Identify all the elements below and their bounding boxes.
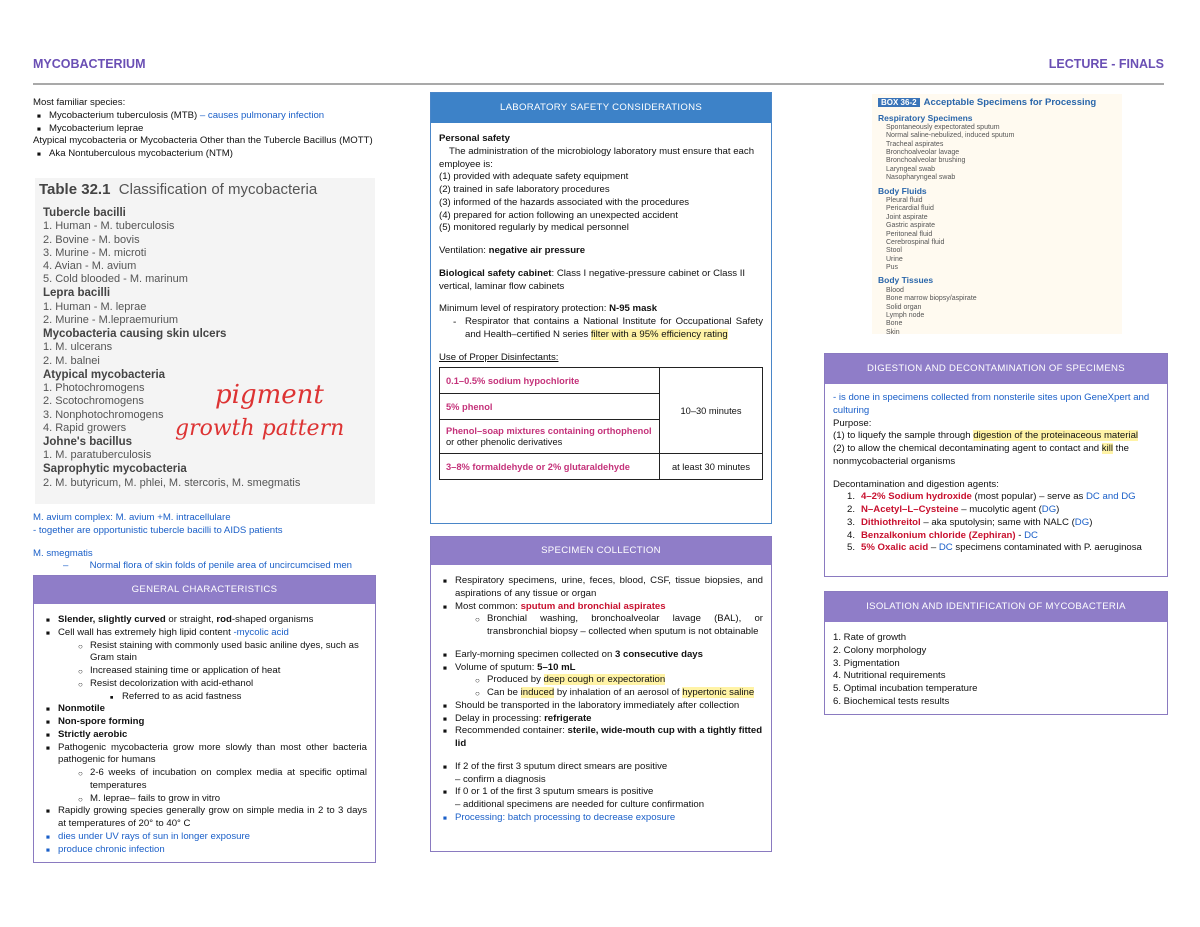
lab-safety-box <box>430 92 772 524</box>
figure-item: Nasopharyngeal swab <box>886 174 956 182</box>
list-item: 6. Biochemical tests results <box>833 695 950 707</box>
list-item: ■ Cell wall has extremely high lipid content -mycolic acid ○ Resist staining with commonly used basic aniline dyes, such as Gram stain ○ Increased staining time or application of heat ○ Resist decolorization with acid-ethanol ■ Referred to as acid fastness <box>42 627 367 704</box>
figure-item: Normal saline-nebulized, induced sputum <box>886 132 1015 140</box>
list-item: 4. Nutritional requirements <box>833 670 946 682</box>
personal-safety-title: Personal safety <box>439 133 510 144</box>
list-item: ■ dies under UV rays of sun in longer exposure <box>42 831 367 844</box>
purpose-item: (1) to liquefy the sample through digestion of the proteinaceous material <box>833 430 1139 442</box>
figure-group-item: 1. M. paratuberculosis <box>43 449 152 462</box>
figure-group-title: Atypical mycobacteria <box>43 368 166 381</box>
list-item: ■ Pathogenic mycobacteria grow more slowly than most other bacteria pathogenic for humans ○ 2-6 weeks of incubation on complex media at specific optimal temperatures ○ M. leprae– fails to grow in vitro <box>42 742 367 806</box>
list-item: 2. Colony morphology <box>833 644 927 656</box>
list-item: ○ Can be induced by inhalation of an aerosol of hypertonic saline <box>471 687 763 700</box>
safety-point: (1) provided with adequate safety equipment <box>439 171 629 183</box>
purpose-item: (2) to allow the chemical decontaminating agent to contact and kill the nonmycobacterial organisms <box>833 443 1130 467</box>
figure-caption: Table 32.1 Classification of mycobacteria <box>39 181 318 198</box>
figure-group-item: 2. Murine - M.lepraemurium <box>43 313 179 326</box>
notes-section <box>33 512 378 573</box>
specimen-collection-box <box>430 536 772 852</box>
table-cell: 3–8% formaldehyde or 2% glutaraldehyde <box>440 454 660 480</box>
figure-items <box>878 124 1116 183</box>
document-title: MYCOBACTERIUM <box>33 57 146 71</box>
figure-group-item: 3. Nonphotochromogens <box>43 408 164 421</box>
figure-item: Bronchoalveolar brushing <box>886 157 966 165</box>
table-row <box>440 454 763 480</box>
list-item: ■ Rapidly growing species generally grow on simple media in 2 to 3 days at temperatures of 20° to 40° C <box>42 805 367 831</box>
table-cell: Phenol–soap mixtures containing orthophenol or other phenolic derivatives <box>440 420 660 454</box>
list-item: ■ Nonmotile <box>42 703 367 716</box>
figure-item: Blood <box>886 286 904 294</box>
list-item: ○ Increased staining time or application of heat <box>74 665 367 678</box>
ventilation-text: Ventilation: negative air pressure <box>439 245 586 256</box>
list-item: ■ Slender, slightly curved or straight, rod-shaped organisms <box>42 614 367 627</box>
table-cell: 0.1–0.5% sodium hypochlorite <box>440 368 660 394</box>
list-item: 3. Pigmentation <box>833 657 900 669</box>
box-header: GENERAL CHARACTERISTICS <box>34 576 375 604</box>
box-header: LABORATORY SAFETY CONSIDERATIONS <box>431 93 771 123</box>
box-header: SPECIMEN COLLECTION <box>431 537 771 565</box>
box-header: ISOLATION AND IDENTIFICATION OF MYCOBACTERIA <box>825 592 1167 622</box>
safety-point: (3) informed of the hazards associated with the procedures <box>439 196 690 208</box>
list-item: ■ Processing: batch processing to decrease exposure <box>439 812 763 825</box>
agent-item: 4. Benzalkonium chloride (Zephiran) - DC <box>847 529 1038 541</box>
figure-group-title: Saprophytic mycobacteria <box>43 463 187 476</box>
cabinet-text: Biological safety cabinet: Class I negative-pressure cabinet or Class II vertical, laminar flow cabinets <box>439 267 746 292</box>
list-item: ○ M. leprae– fails to grow in vitro <box>74 793 367 806</box>
list-item: ○ Produced by deep cough or expectoration <box>471 674 763 687</box>
figure-group-item: 1. Photochromogens <box>43 382 145 395</box>
figure-item: Bone <box>886 320 903 328</box>
disinfectants-title: Use of Proper Disinfectants: <box>439 351 559 363</box>
note-line: M. avium complex: M. avium +M. intracellulare <box>33 512 231 523</box>
figure-group-item: 1. Human - M. leprae <box>43 300 147 313</box>
figure-group-title: Lepra bacilli <box>43 287 111 300</box>
list-item: ■ If 2 of the first 3 sputum direct smears are positive – confirm a diagnosis <box>439 761 763 787</box>
figure-item: Skin <box>886 328 900 336</box>
table-32-1-figure <box>35 178 375 504</box>
list-item: ■ Should be transported in the laboratory immediately after collection <box>439 700 763 713</box>
list-item: ■ Referred to as acid fastness <box>106 691 367 704</box>
general-characteristics-box <box>33 575 376 863</box>
table-cell: 5% phenol <box>440 394 660 420</box>
table-cell: 10–30 minutes <box>660 368 763 454</box>
personal-safety-text: The administration of the microbiology laboratory must ensure that each employee is: <box>439 145 755 170</box>
figure-group-item: 1. M. ulcerans <box>43 341 113 354</box>
respiratory-text: Minimum level of respiratory protection: N-95 mask <box>439 303 658 315</box>
list-item: ○ Resist decolorization with acid-ethanol ■ Referred to as acid fastness <box>74 678 367 704</box>
figure-item: Bone marrow biopsy/aspirate <box>886 295 977 303</box>
handwriting-pigment: pigment <box>215 380 324 410</box>
agent-item: 2. N–Acetyl–L–Cysteine – mucolytic agent (DG) <box>847 504 1060 515</box>
figure-items <box>878 287 1116 337</box>
figure-group-title: Tubercle bacilli <box>43 206 126 219</box>
figure-group-item: 3. Murine - M. microti <box>43 246 147 259</box>
mott-text: Atypical mycobacteria or Mycobacteria Other than the Tubercle Bacillus (MOTT) <box>33 135 373 147</box>
figure-groups <box>35 206 375 490</box>
figure-item: Laryngeal swab <box>886 165 936 173</box>
list-item: ■ Respiratory specimens, urine, feces, blood, CSF, tissue biopsies, and aspirations of any tissue or organ <box>439 575 763 601</box>
note-line: – Normal flora of skin folds of penile area of uncircumcised men <box>63 560 353 572</box>
list-item: ■ If 0 or 1 of the first 3 sputum smears is positive – additional specimens are needed for culture confirmation <box>439 786 763 812</box>
header-divider <box>33 83 1164 85</box>
figure-item: Joint aspirate <box>886 213 928 221</box>
list-item: - Respirator that contains a National Institute for Occupational Safety and Health–certified N series filter with a 95% efficiency rating <box>449 316 763 342</box>
document-subtitle: LECTURE - FINALS <box>1048 57 1164 71</box>
table-row <box>440 368 763 394</box>
figure-item: Cerebrospinal fluid <box>886 238 945 246</box>
list-item: ■ Early-morning specimen collected on 3 consecutive days <box>439 649 763 662</box>
list-item: ■ Recommended container: sterile, wide-mouth cup with a tightly fitted lid <box>439 725 763 751</box>
list-item: 1. Rate of growth <box>833 632 907 643</box>
list-item: 5. Optimal incubation temperature <box>833 683 978 694</box>
box-36-2-figure <box>872 94 1122 334</box>
box-header: DIGESTION AND DECONTAMINATION OF SPECIMENS <box>825 354 1167 384</box>
safety-point: (5) monitored regularly by medical personnel <box>439 222 629 234</box>
disinfectants-table <box>439 367 763 480</box>
figure-group-title: Mycobacteria causing skin ulcers <box>43 328 227 340</box>
figure-item: Lymph node <box>886 311 925 319</box>
digestion-intro: - is done in specimens collected from nonsterile sites upon GeneXpert and culturing <box>833 392 1150 416</box>
figure-item: Stool <box>886 247 902 255</box>
safety-point: (4) prepared for action following an unexpected accident <box>439 209 678 221</box>
table-cell: at least 30 minutes <box>660 454 763 480</box>
figure-item: Pericardial fluid <box>886 205 934 213</box>
mott-bullet: ■ Aka Nontuberculous mycobacterium (NTM) <box>33 148 378 161</box>
handwriting-growth-pattern: growth pattern <box>175 416 345 441</box>
agent-item: 3. Dithiothreitol – aka sputolysin; same with NALC (DG) <box>847 516 1093 528</box>
purpose-label: Purpose: <box>833 417 872 429</box>
figure-item: Gastric aspirate <box>886 222 936 230</box>
figure-group-title: Johne's bacillus <box>43 435 133 448</box>
agent-item: 1. 4–2% Sodium hydroxide (most popular) – serve as DC and DG <box>847 491 1136 503</box>
figure-caption: BOX 36-2 Acceptable Specimens for Processing <box>878 97 1116 110</box>
list-item: ○ Resist staining with commonly used basic aniline dyes, such as Gram stain <box>74 640 367 666</box>
isolation-list <box>825 622 1167 717</box>
digestion-box <box>824 353 1168 577</box>
species-item: ■ Mycobacterium leprae <box>33 123 378 136</box>
figure-item: Pleural fluid <box>886 196 923 204</box>
figure-category: Respiratory Specimens <box>878 112 973 123</box>
note-line: - together are opportunistic tubercle bacilli to AIDS patients <box>33 524 283 536</box>
figure-group-item: 2. Scotochromogens <box>43 395 144 408</box>
figure-category: Body Tissues <box>878 275 934 286</box>
figure-item: Spontaneously expectorated sputum <box>886 123 1000 131</box>
note-line: M. smegmatis <box>33 547 93 559</box>
safety-point: (2) trained in safe laboratory procedures <box>439 184 610 195</box>
figure-group-item: 5. Cold blooded - M. marinum <box>43 273 188 286</box>
list-item: ■ Non-spore forming <box>42 716 367 729</box>
agents-title: Decontamination and digestion agents: <box>833 478 999 490</box>
list-item: ○ 2-6 weeks of incubation on complex media at specific optimal temperatures <box>74 767 367 793</box>
figure-item: Urine <box>886 255 903 263</box>
list-item: ■ Strictly aerobic <box>42 729 367 742</box>
figure-group-item: 2. M. butyricum, M. phlei, M. stercoris, M. smegmatis <box>43 476 301 489</box>
intro-title: Most familiar species: <box>33 97 126 108</box>
figure-group-item: 4. Rapid growers <box>43 421 127 434</box>
figure-group-item: 4. Avian - M. avium <box>43 259 137 272</box>
agent-item: 5. 5% Oxalic acid – DC specimens contaminated with P. aeruginosa <box>847 542 1142 554</box>
figure-item: Bronchoalveolar lavage <box>886 149 960 157</box>
figure-items <box>878 197 1116 273</box>
isolation-box <box>824 591 1168 715</box>
figure-group-item: 2. M. balnei <box>43 354 100 367</box>
figure-item: Solid organ <box>886 303 922 311</box>
figure-group-item: 2. Bovine - M. bovis <box>43 233 140 246</box>
list-item: ■ produce chronic infection <box>42 844 367 857</box>
figure-item: Pus <box>886 264 899 272</box>
figure-group-item: 1. Human - M. tuberculosis <box>43 220 175 233</box>
figure-item: Tracheal aspirates <box>886 140 944 148</box>
list-item: ○ Bronchial washing, bronchoalveolar lavage (BAL), or transbronchial biopsy – collected when sputum is not obtainable <box>471 613 763 639</box>
list-item: ■ Delay in processing: refrigerate <box>439 713 763 726</box>
list-item: ■ Most common: sputum and bronchial aspirates ○ Bronchial washing, bronchoalveolar lavage (BAL), or transbronchial biopsy – collected when sputum is not obtainable <box>439 601 763 639</box>
figure-category: Body Fluids <box>878 185 927 196</box>
figure-item: Peritoneal fluid <box>886 230 933 238</box>
species-item: ■ Mycobacterium tuberculosis (MTB) – causes pulmonary infection <box>33 110 378 123</box>
list-item: ■ Volume of sputum: 5–10 mL ○ Produced by deep cough or expectoration ○ Can be induced by inhalation of an aerosol of hypertonic saline <box>439 662 763 700</box>
intro-section <box>33 97 378 161</box>
